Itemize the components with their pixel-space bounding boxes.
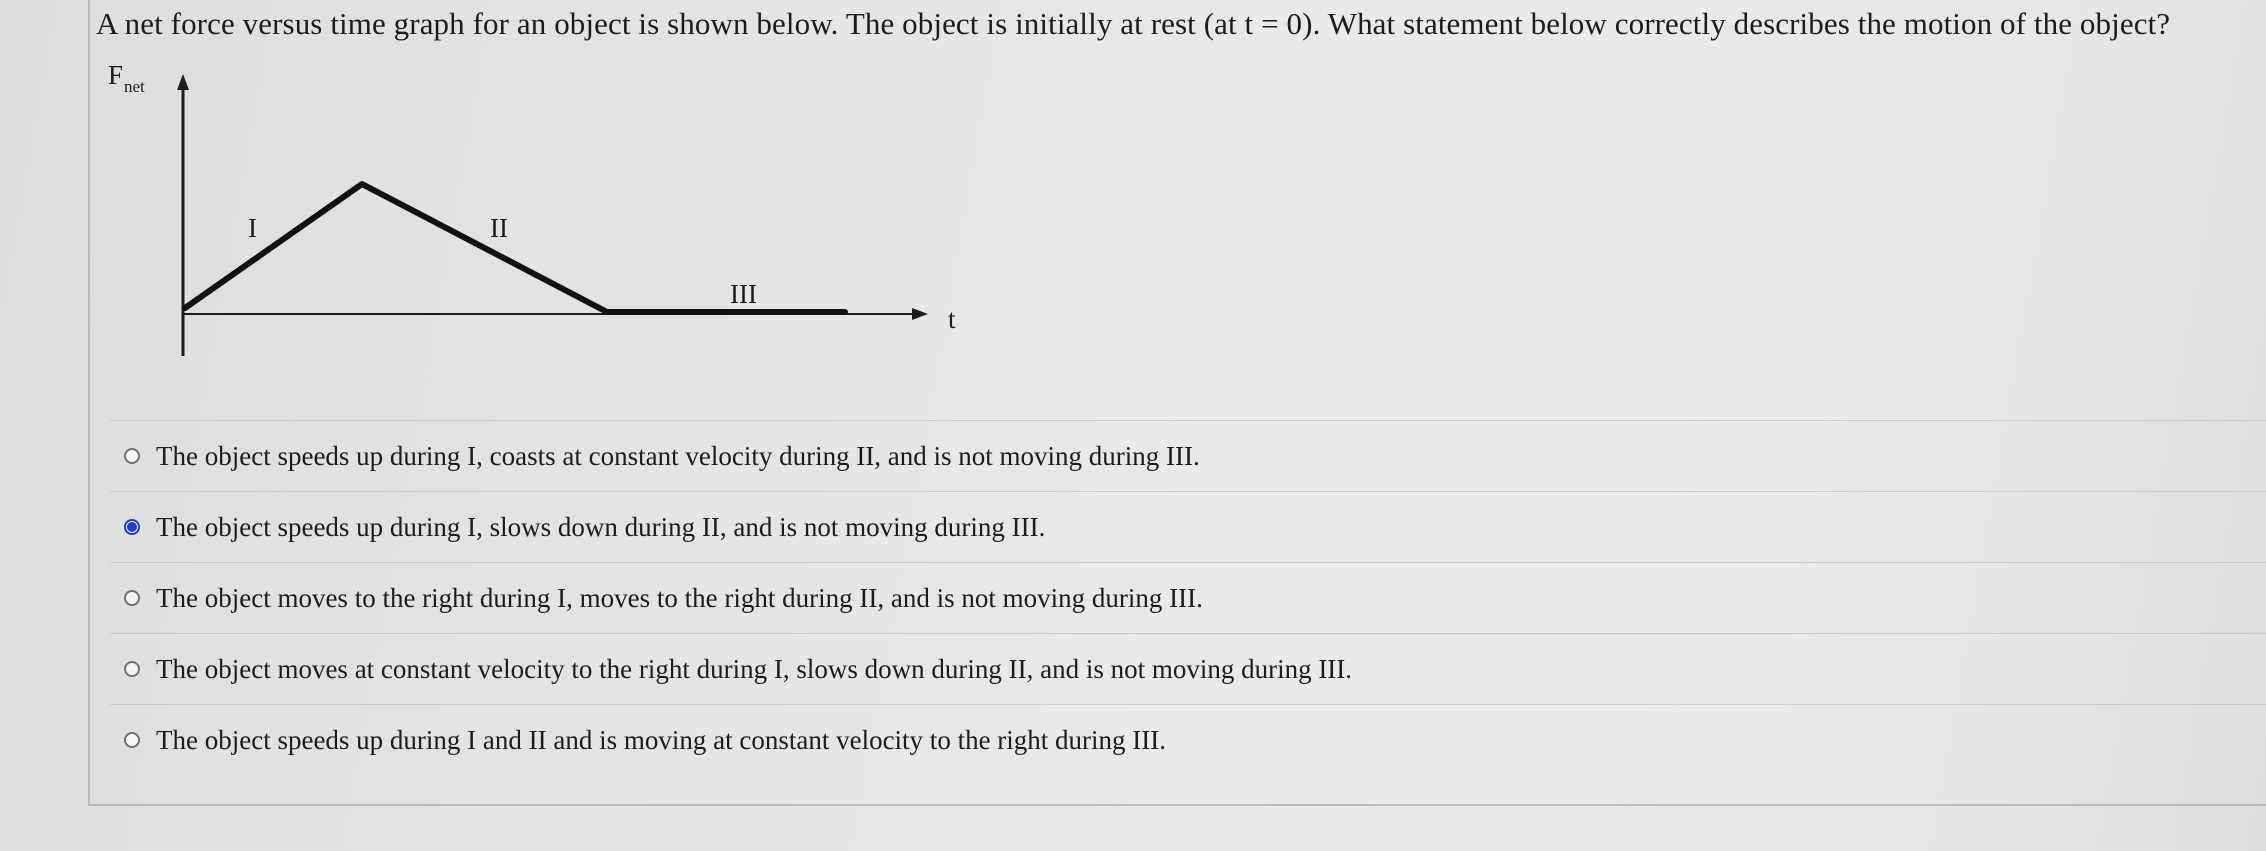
question-text: A net force versus time graph for an object is shown below. The object is initially at rest (at t = 0). What statement below correctly describes the motion of the object? — [96, 6, 2171, 41]
answer-option-label: The object speeds up during I, coasts at constant velocity during II, and is not moving during III. — [156, 440, 1200, 471]
radio-selected-dot — [127, 522, 137, 532]
answer-option-4[interactable] — [110, 633, 2266, 704]
x-axis-arrowhead — [912, 308, 928, 320]
radio-button-unchecked[interactable] — [124, 661, 140, 677]
radio-button-checked[interactable] — [124, 519, 140, 535]
answer-options — [110, 420, 2266, 775]
y-axis-arrowhead — [177, 74, 189, 90]
graph-svg — [100, 56, 1000, 386]
answer-option-1[interactable] — [110, 420, 2266, 491]
answer-option-2[interactable] — [110, 491, 2266, 562]
answer-option-label: The object speeds up during I, slows down during II, and is not moving during III. — [156, 511, 1046, 542]
region-label-iii: III — [730, 279, 757, 309]
answer-option-label: The object moves at constant velocity to the right during I, slows down during II, and is not moving during III. — [156, 653, 1353, 684]
answer-option-3[interactable] — [110, 562, 2266, 633]
y-axis-label: F — [108, 60, 124, 90]
radio-button-unchecked[interactable] — [124, 448, 140, 464]
answer-option-label: The object moves to the right during I, moves to the right during II, and is not moving during III. — [156, 582, 1203, 613]
answer-option-5[interactable] — [110, 704, 2266, 775]
answer-option-label: The object speeds up during I and II and is moving at constant velocity to the right during III. — [156, 724, 1167, 755]
y-axis-label-subscript: net — [124, 77, 145, 96]
x-axis-label: t — [948, 304, 956, 334]
region-label-ii: II — [490, 213, 508, 243]
radio-button-unchecked[interactable] — [124, 590, 140, 606]
force-time-graph — [100, 56, 1000, 386]
region-label-i: I — [248, 213, 257, 243]
radio-button-unchecked[interactable] — [124, 732, 140, 748]
